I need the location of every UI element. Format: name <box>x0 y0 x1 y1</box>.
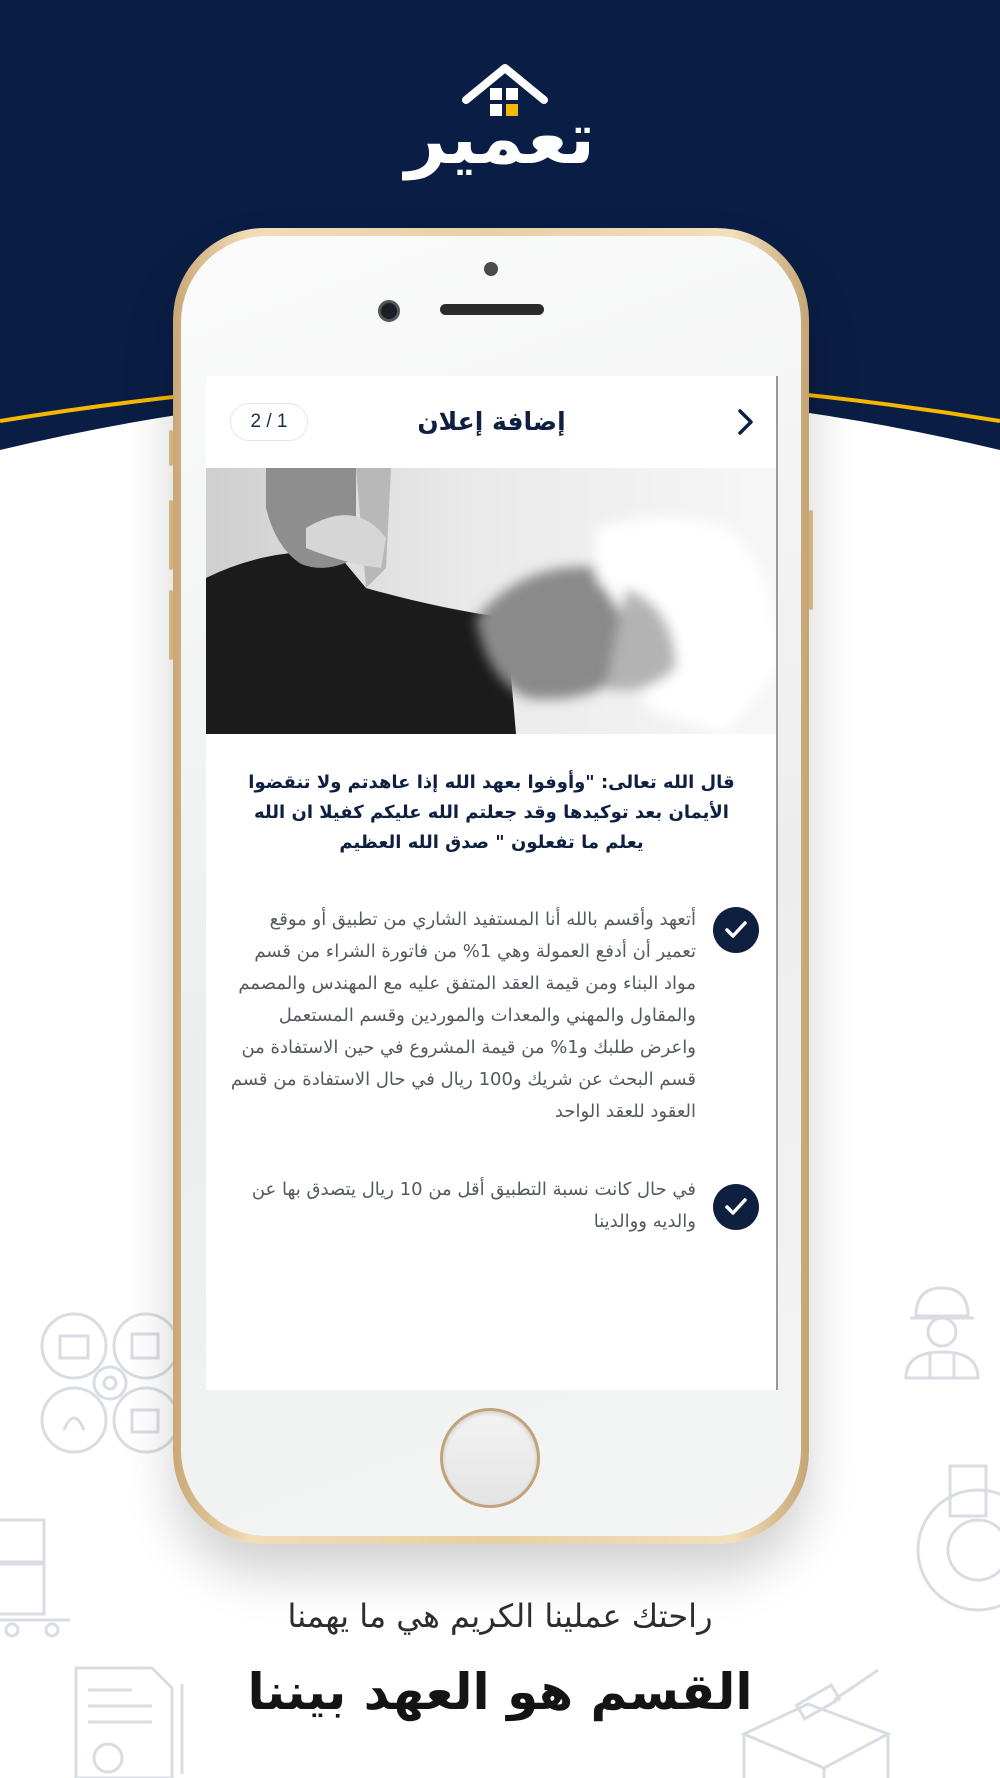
handshake-photo <box>206 468 777 734</box>
engineer-icon <box>900 1282 984 1382</box>
front-camera <box>378 300 400 322</box>
pledge-text: أتعهد وأقسم بالله أنا المستفيد الشاري من تطبيق أو موقع تعمير أن أدفع العمولة وهي 1% من فاتورة الشراء من قسم مواد البناء ومن قيمة العقد المتفق عليه مع المهندس والمصمم والمقاول والمهني والمعدات والموردين وقسم المستعمل واعرض طلبك و1% من قيمة المشروع في حين الاستفادة من قسم البحث عن شريك و100 ريال في حال الاستفادة من قسم العقود للعقد الواحد <box>230 909 696 1122</box>
app-screen <box>206 376 777 1390</box>
tagline: راحتك عملينا الكريم هي ما يهمنا <box>287 1597 713 1635</box>
screen-border <box>776 376 778 1390</box>
page-title: إضافة إعلان <box>417 407 566 436</box>
brand-name: تعمير <box>404 96 596 180</box>
phone-side-button <box>169 590 173 660</box>
pledge-text: في حال كانت نسبة التطبيق أقل من 10 ريال يتصدق بها عن والديه ووالدينا <box>251 1179 696 1232</box>
check-circle-icon[interactable] <box>713 907 759 953</box>
home-button[interactable] <box>440 1408 540 1508</box>
chevron-right-icon[interactable] <box>725 402 765 442</box>
phone-side-button <box>169 500 173 570</box>
tools-circle-icon <box>34 1308 184 1458</box>
earpiece-speaker <box>440 304 544 315</box>
quran-verse: قال الله تعالى: "وأوفوا بعهد الله إذا عاهدتم ولا تنقضوا الأيمان بعد توكيدها وقد جعلتم الله عليكم كفيلا ان الله يعلم ما تفعلون " صدق الله العظيم <box>248 772 735 853</box>
check-circle-icon[interactable] <box>713 1184 759 1230</box>
phone-side-button <box>169 430 173 466</box>
brand-logo <box>360 62 640 184</box>
headline: القسم هو العهد بيننا <box>247 1663 753 1721</box>
app-header <box>206 376 777 468</box>
proximity-sensor <box>484 262 498 276</box>
page-counter: 2 / 1 <box>230 403 308 441</box>
phone-side-button <box>809 510 813 610</box>
